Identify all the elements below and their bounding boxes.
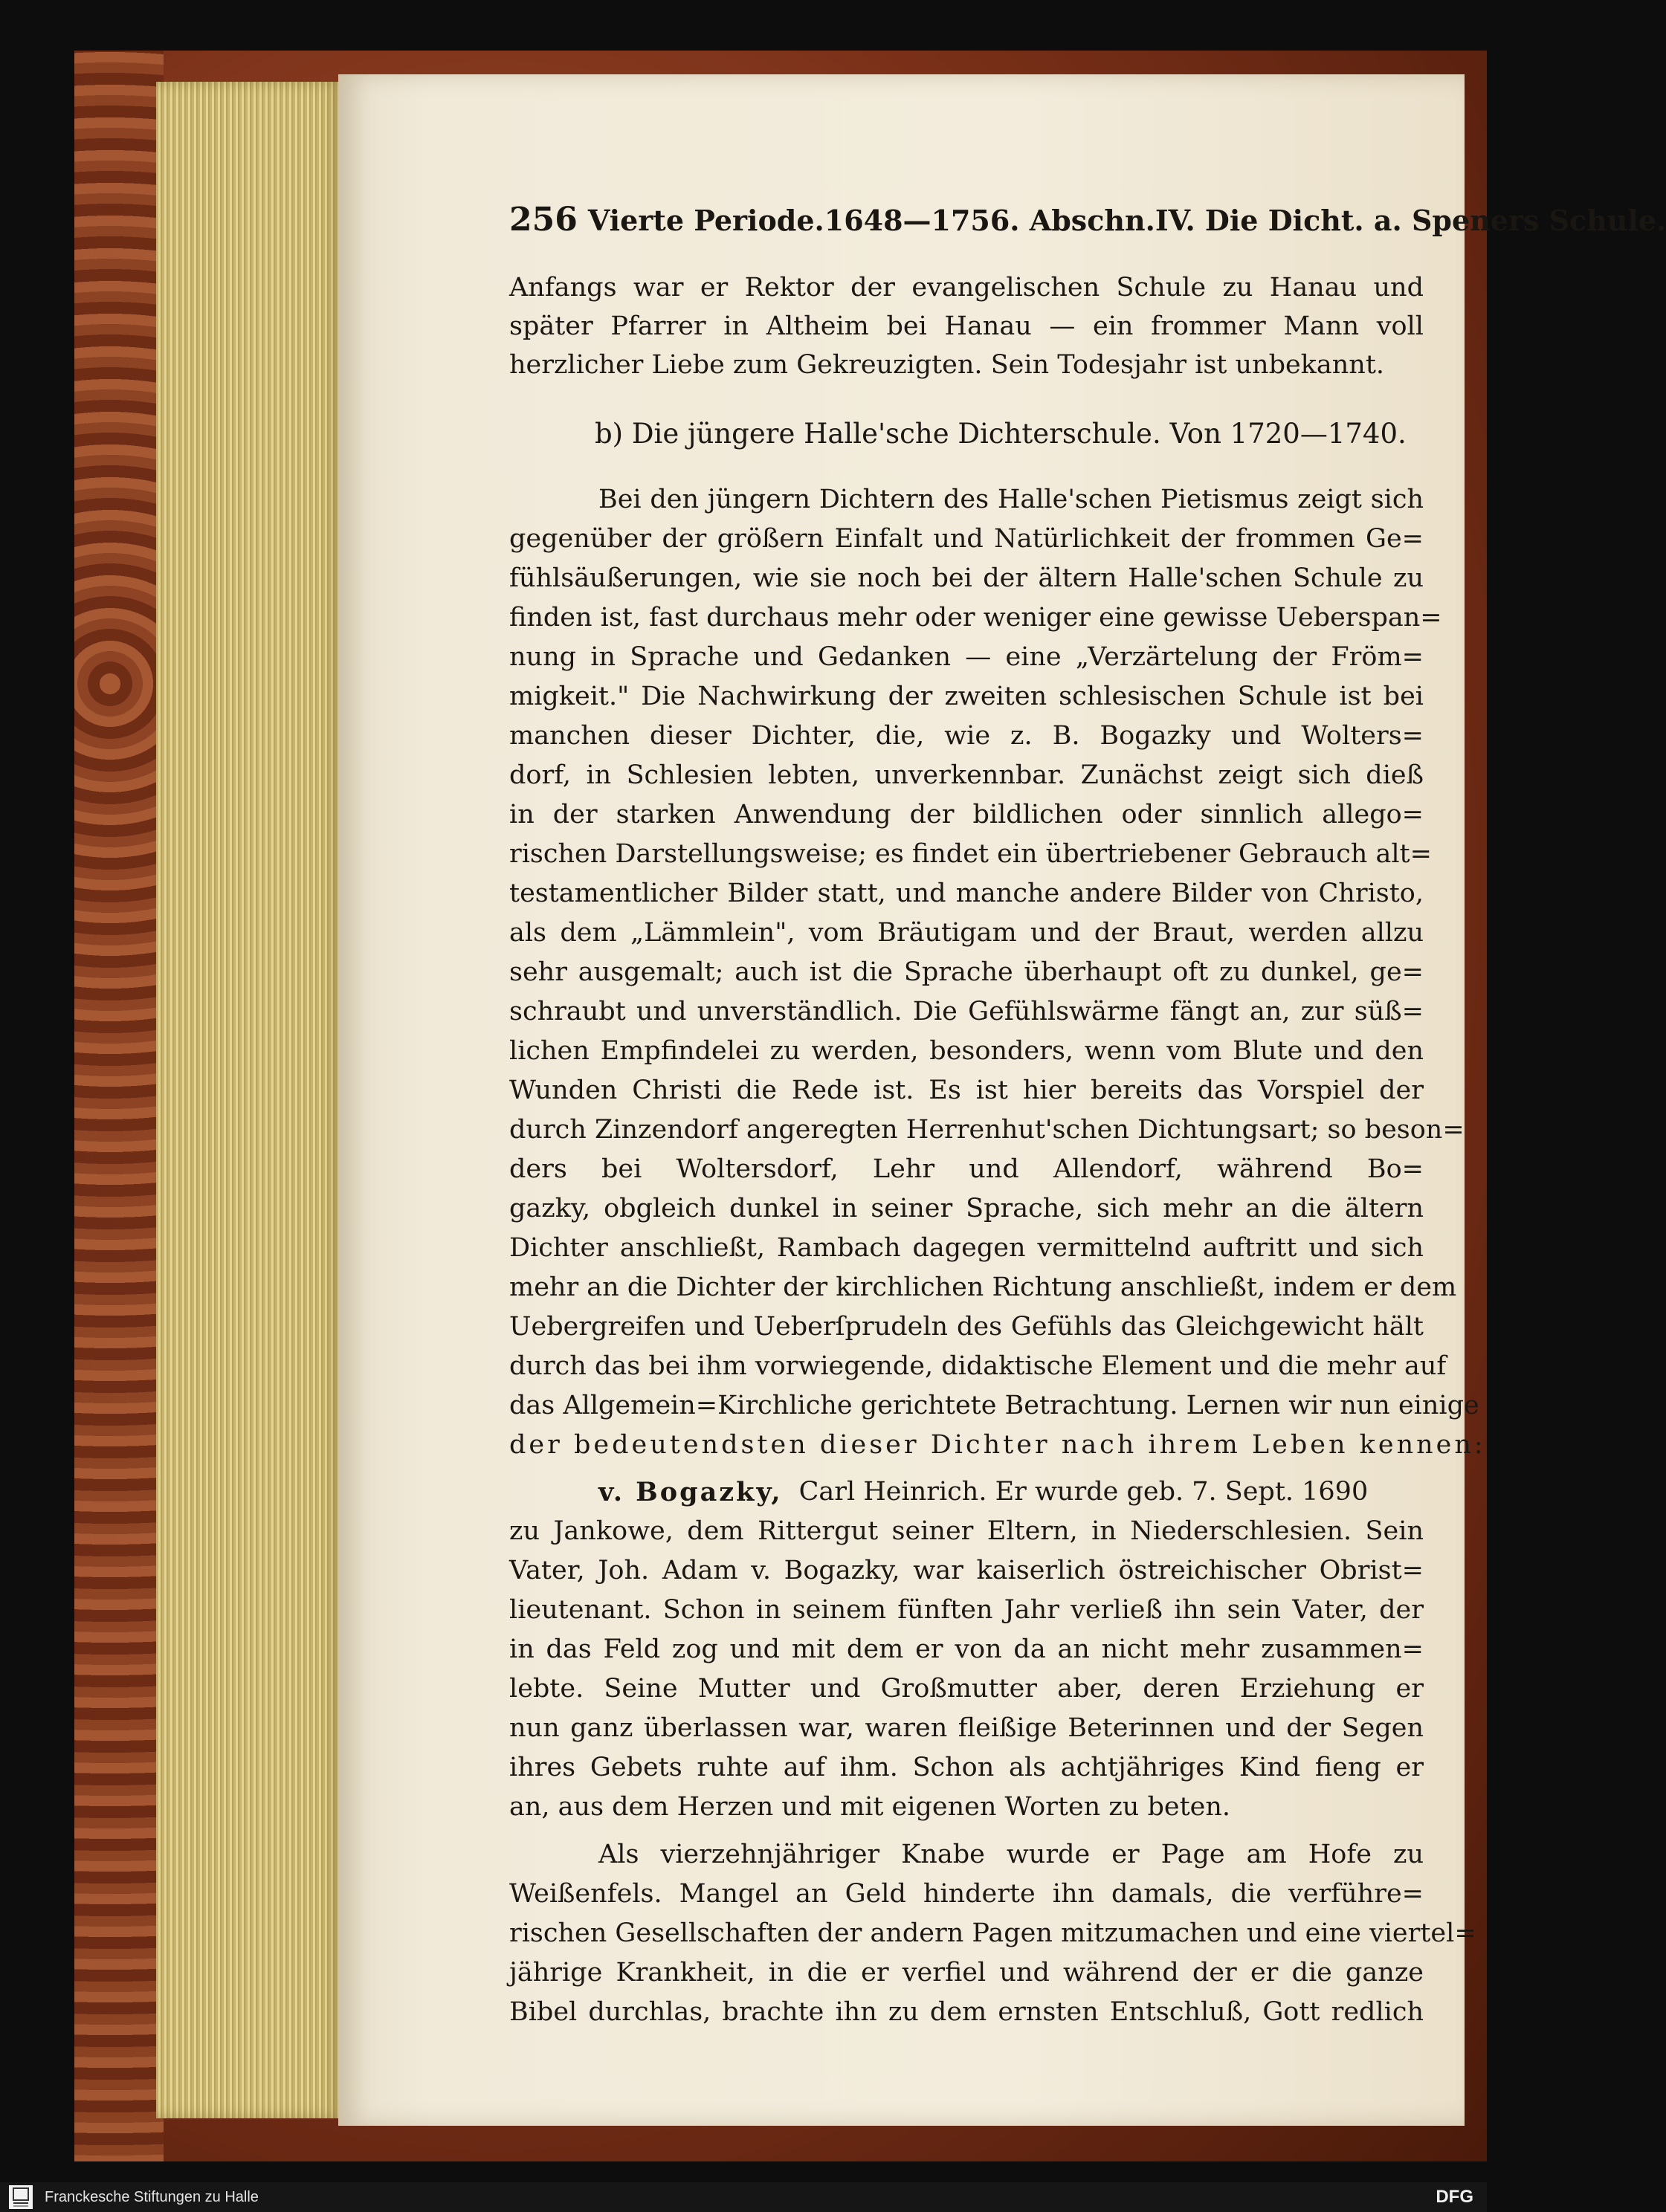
text-line: Vater, Joh. Adam v. Bogazky, war kaiserlich östreichischer Obrist= — [509, 1556, 1424, 1585]
page-edges — [156, 82, 342, 2118]
text-line: Als vierzehnjähriger Knabe wurde er Page am Hofe zu — [598, 1840, 1424, 1869]
text-line: fühlsäußerungen, wie sie noch bei der ältern Halle'schen Schule zu — [509, 563, 1424, 593]
bio-first-line-rest: Carl Heinrich. Er wurde geb. 7. Sept. 1690 — [798, 1477, 1369, 1507]
text-line: Bei den jüngern Dichtern des Halle'schen Pietismus zeigt sich — [598, 485, 1424, 514]
text-line: durch das bei ihm vorwiegende, didaktische Element und die mehr auf — [509, 1351, 1447, 1381]
footer-bar — [0, 2182, 1487, 2212]
text-line: Dichter anschließt, Rambach dagegen vermittelnd auftritt und sich — [509, 1233, 1424, 1263]
institution-name: Franckesche Stiftungen zu Halle — [45, 2188, 259, 2205]
text-line: Uebergreifen und Ueberſprudeln des Gefühls das Gleichgewicht hält — [509, 1312, 1424, 1342]
text-line: ders bei Woltersdorf, Lehr und Allendorf, während Bo= — [509, 1154, 1424, 1184]
text-line: testamentlicher Bilder statt, und manche andere Bilder von Christo, — [509, 879, 1424, 908]
text-line: lieutenant. Schon in seinem fünften Jahr verließ ihn sein Vater, der — [509, 1595, 1424, 1625]
text-line: gegenüber der größern Einfalt und Natürlichkeit der frommen Ge= — [509, 524, 1424, 554]
running-head — [509, 201, 1666, 239]
text-line: Bibel durchlas, brachte ihn zu dem ernsten Entschluß, Gott redlich — [509, 1997, 1424, 2027]
text-line: migkeit." Die Nachwirkung der zweiten schlesischen Schule ist bei — [509, 682, 1424, 711]
text-line: das Allgemein=Kirchliche gerichtete Betrachtung. Lernen wir nun einige — [509, 1391, 1479, 1420]
text-line: rischen Darstellungsweise; es findet ein übertriebener Gebrauch alt= — [509, 839, 1432, 869]
text-line: Anfangs war er Rektor der evangelischen Schule zu Hanau und — [509, 273, 1424, 303]
text-line: jährige Krankheit, in die er verfiel und während der er die ganze — [509, 1958, 1424, 1988]
bio-name: v. Bogazky, — [598, 1477, 783, 1507]
text-line: lebte. Seine Mutter und Großmutter aber, deren Erziehung er — [509, 1674, 1424, 1704]
page-number: 256 — [509, 201, 578, 239]
text-line: schraubt und unverständlich. Die Gefühlswärme fängt an, zur süß= — [509, 997, 1424, 1026]
text-line: dorf, in Schlesien lebten, unverkennbar. Zunächst zeigt sich dieß — [509, 760, 1424, 790]
text-line: der bedeutendsten dieser Dichter nach ihrem Leben kennen: — [509, 1430, 1486, 1460]
marbled-cover-edge — [74, 51, 164, 2161]
text-line: nun ganz überlassen war, waren fleißige Beterinnen und der Segen — [509, 1713, 1424, 1743]
text-line: gazky, obgleich dunkel in seiner Sprache, sich mehr an die ältern — [509, 1194, 1424, 1223]
text-line: rischen Gesellschaften der andern Pagen mitzumachen und eine viertel= — [509, 1918, 1476, 1948]
text-line: manchen dieser Dichter, die, wie z. B. Bogazky und Wolters= — [509, 721, 1424, 751]
section-heading: b) Die jüngere Halle'sche Dichterschule. Von 1720—1740. — [595, 418, 1407, 450]
dfg-logo: DFG — [1436, 2187, 1473, 2207]
text-line: Weißenfels. Mangel an Geld hinderte ihn damals, die verführe= — [509, 1879, 1424, 1909]
text-line: finden ist, fast durchaus mehr oder weniger eine gewisse Ueberspan= — [509, 603, 1442, 633]
text-line: als dem „Lämmlein", vom Bräutigam und der Braut, werden allzu — [509, 918, 1424, 948]
institution-logo-icon — [6, 2182, 36, 2212]
text-line: nung in Sprache und Gedanken — eine „Verzärtelung der Fröm= — [509, 642, 1424, 672]
text-line: herzlicher Liebe zum Gekreuzigten. Sein Todesjahr ist unbekannt. — [509, 350, 1385, 380]
text-line: an, aus dem Herzen und mit eigenen Worten zu beten. — [509, 1792, 1231, 1822]
text-line: mehr an die Dichter der kirchlichen Richtung anschließt, indem er dem — [509, 1272, 1457, 1302]
text-line: sehr ausgemalt; auch ist die Sprache überhaupt oft zu dunkel, ge= — [509, 957, 1424, 987]
text-line: ihres Gebets ruhte auf ihm. Schon als achtjähriges Kind fieng er — [509, 1753, 1424, 1782]
text-line: in das Feld zog und mit dem er von da an nicht mehr zusammen= — [509, 1634, 1424, 1664]
text-line: in der starken Anwendung der bildlichen oder sinnlich allego= — [509, 800, 1424, 830]
text-line: lichen Empfindelei zu werden, besonders, wenn vom Blute und den — [509, 1036, 1424, 1066]
text-line: durch Zinzendorf angeregten Herrenhut'schen Dichtungsart; so beson= — [509, 1115, 1465, 1145]
text-line: später Pfarrer in Altheim bei Hanau — ein frommer Mann voll — [509, 311, 1424, 341]
text-line: zu Jankowe, dem Rittergut seiner Eltern, in Niederschlesien. Sein — [509, 1516, 1424, 1546]
bio-first-line — [509, 1479, 1424, 1505]
running-title: Vierte Periode.1648—1756. Abschn.IV. Die Dicht. a. Speners Schule. — [587, 204, 1666, 237]
text-line: Wunden Christi die Rede ist. Es ist hier bereits das Vorspiel der — [509, 1076, 1424, 1105]
